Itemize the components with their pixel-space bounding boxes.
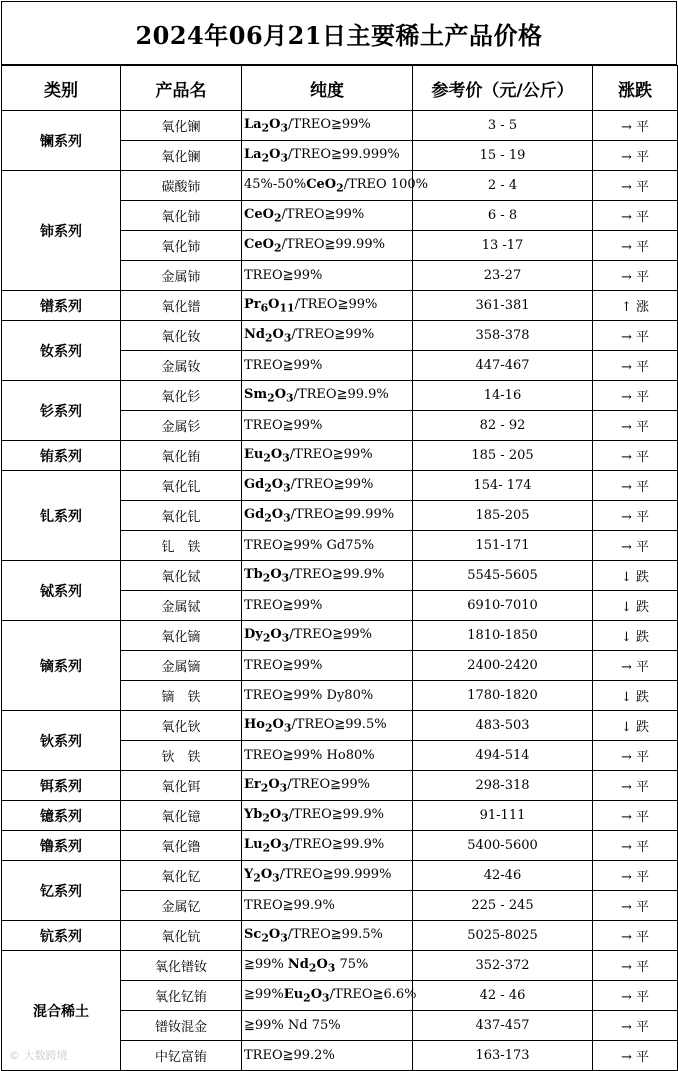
price-cell: 163-173: [413, 1041, 593, 1071]
product-name-cell: 氧化铕: [121, 441, 242, 471]
purity-cell: $La_2O_3/TREO≧99.999\%$: [242, 141, 413, 171]
table-row: [2, 831, 678, 861]
product-name-cell: 钬 铁: [121, 741, 242, 771]
category-cell: 钬系列: [2, 711, 121, 771]
category-cell: 镥系列: [2, 831, 121, 861]
header-category: 类别: [2, 66, 121, 111]
purity-cell: $Ho_2O_3/TREO≧99.5\%$: [242, 711, 413, 741]
purity-cell: 45%-50%CeO$_2$/TREO 100%: [242, 171, 413, 201]
table-row: [2, 291, 678, 321]
table-row: [2, 621, 678, 651]
product-name-cell: 碳酸铈: [121, 171, 242, 201]
price-cell: 225 - 245: [413, 891, 593, 921]
product-name-cell: 镝 铁: [121, 681, 242, 711]
price-cell: 154- 174: [413, 471, 593, 501]
price-cell: 42 - 46: [413, 981, 593, 1011]
purity-cell: ≧99% $Nd_2O_3$ 75%: [242, 951, 413, 981]
purity-cell: TREO≧99.9%: [242, 891, 413, 921]
price-cell: 2 - 4: [413, 171, 593, 201]
price-cell: 437-457: [413, 1011, 593, 1041]
product-name-cell: 中钇富铕: [121, 1041, 242, 1071]
product-name-cell: 金属铈: [121, 261, 242, 291]
price-cell: 1810-1850: [413, 621, 593, 651]
purity-cell: $Sm_2O_3/TREO≧99.9\%$: [242, 381, 413, 411]
category-cell: 铒系列: [2, 771, 121, 801]
price-cell: 6910-7010: [413, 591, 593, 621]
trend-cell: → 平: [593, 771, 678, 801]
page-title: 2024年06月21日主要稀土产品价格: [1, 1, 677, 65]
product-name-cell: 金属铽: [121, 591, 242, 621]
trend-cell: → 平: [593, 831, 678, 861]
purity-cell: $Lu_2O_3/TREO≧99.9\%$: [242, 831, 413, 861]
purity-cell: TREO≧99% Gd75%: [242, 531, 413, 561]
category-cell: 铕系列: [2, 441, 121, 471]
purity-cell: $La_2O_3/TREO≧99\%$: [242, 111, 413, 141]
product-name-cell: 氧化钇铕: [121, 981, 242, 1011]
product-name-cell: 氧化铒: [121, 771, 242, 801]
purity-cell: ≧99% Nd 75%: [242, 1011, 413, 1041]
trend-cell: → 平: [593, 411, 678, 441]
price-cell: 5025-8025: [413, 921, 593, 951]
product-name-cell: 氧化镧: [121, 141, 242, 171]
purity-cell: $Nd_2O_3/TREO≧99\%$: [242, 321, 413, 351]
table-row: [2, 321, 678, 351]
category-cell: 镝系列: [2, 621, 121, 711]
table-row: [2, 801, 678, 831]
category-cell: 镱系列: [2, 801, 121, 831]
trend-cell: ↓ 跌: [593, 561, 678, 591]
category-cell: 镧系列: [2, 111, 121, 171]
price-cell: 151-171: [413, 531, 593, 561]
price-cell: 91-111: [413, 801, 593, 831]
table-row: [2, 951, 678, 981]
category-cell: 铈系列: [2, 171, 121, 291]
purity-cell: CeO$_2$/TREO≧99.99%: [242, 231, 413, 261]
product-name-cell: 氧化镨: [121, 291, 242, 321]
table-row: [2, 171, 678, 201]
trend-cell: → 平: [593, 891, 678, 921]
product-name-cell: 金属钐: [121, 411, 242, 441]
price-cell: 3 - 5: [413, 111, 593, 141]
category-cell: 铽系列: [2, 561, 121, 621]
trend-cell: ↓ 跌: [593, 711, 678, 741]
product-name-cell: 金属钕: [121, 351, 242, 381]
table-row: [2, 861, 678, 891]
purity-cell: TREO≧99%: [242, 411, 413, 441]
table-row: [2, 471, 678, 501]
product-name-cell: 氧化镝: [121, 621, 242, 651]
trend-cell: → 平: [593, 141, 678, 171]
price-cell: 15 - 19: [413, 141, 593, 171]
header-row: [2, 66, 678, 111]
header-price: 参考价（元/公斤）: [413, 66, 593, 111]
price-cell: 483-503: [413, 711, 593, 741]
purity-cell: $Sc_2O_3/TREO≧99.5\%$: [242, 921, 413, 951]
purity-cell: TREO≧99%: [242, 651, 413, 681]
trend-cell: → 平: [593, 111, 678, 141]
product-name-cell: 氧化钐: [121, 381, 242, 411]
purity-cell: $Pr_6O_{11}/TREO≧99\%$: [242, 291, 413, 321]
product-name-cell: 氧化钇: [121, 861, 242, 891]
purity-cell: $Dy_2O_3/TREO≧99\%$: [242, 621, 413, 651]
trend-cell: ↓ 跌: [593, 621, 678, 651]
category-cell: 钐系列: [2, 381, 121, 441]
product-name-cell: 氧化铽: [121, 561, 242, 591]
price-cell: 14-16: [413, 381, 593, 411]
price-cell: 185-205: [413, 501, 593, 531]
price-sheet: [1, 1, 677, 1069]
header-purity: 纯度: [242, 66, 413, 111]
product-name-cell: 钆 铁: [121, 531, 242, 561]
trend-cell: → 平: [593, 471, 678, 501]
price-cell: 494-514: [413, 741, 593, 771]
table-row: [2, 771, 678, 801]
product-name-cell: 氧化钕: [121, 321, 242, 351]
product-name-cell: 金属镝: [121, 651, 242, 681]
price-cell: 1780-1820: [413, 681, 593, 711]
purity-cell: TREO≧99.2%: [242, 1041, 413, 1071]
purity-cell: TREO≧99% Dy80%: [242, 681, 413, 711]
category-cell: 钆系列: [2, 471, 121, 561]
trend-cell: → 平: [593, 321, 678, 351]
trend-cell: → 平: [593, 441, 678, 471]
product-name-cell: 氧化镥: [121, 831, 242, 861]
purity-cell: TREO≧99%: [242, 351, 413, 381]
watermark: © 大数跨境: [9, 1049, 68, 1062]
header-trend: 涨跌: [593, 66, 678, 111]
price-cell: 5400-5600: [413, 831, 593, 861]
purity-cell: $Er_2O_3/TREO≧99\%$: [242, 771, 413, 801]
product-name-cell: 氧化镨钕: [121, 951, 242, 981]
category-cell: 钇系列: [2, 861, 121, 921]
price-cell: 82 - 92: [413, 411, 593, 441]
purity-cell: $Eu_2O_3/TREO≧99\%$: [242, 441, 413, 471]
trend-cell: → 平: [593, 1041, 678, 1071]
category-cell: 钕系列: [2, 321, 121, 381]
product-name-cell: 氧化镧: [121, 111, 242, 141]
purity-cell: TREO≧99%: [242, 591, 413, 621]
trend-cell: → 平: [593, 261, 678, 291]
trend-cell: → 平: [593, 981, 678, 1011]
table-row: [2, 381, 678, 411]
price-cell: 13 -17: [413, 231, 593, 261]
trend-cell: → 平: [593, 501, 678, 531]
product-name-cell: 氧化钪: [121, 921, 242, 951]
trend-cell: → 平: [593, 651, 678, 681]
price-cell: 352-372: [413, 951, 593, 981]
table-body: [2, 111, 678, 1071]
header-product: 产品名: [121, 66, 242, 111]
table-row: [2, 561, 678, 591]
trend-cell: → 平: [593, 381, 678, 411]
purity-cell: $Y_2O_3/TREO≧99.999\%$: [242, 861, 413, 891]
trend-cell: → 平: [593, 741, 678, 771]
category-cell: 钪系列: [2, 921, 121, 951]
trend-cell: → 平: [593, 201, 678, 231]
price-cell: 361-381: [413, 291, 593, 321]
product-name-cell: 氧化铈: [121, 231, 242, 261]
trend-cell: ↓ 跌: [593, 591, 678, 621]
trend-cell: → 平: [593, 351, 678, 381]
product-name-cell: 氧化钆: [121, 471, 242, 501]
trend-cell: → 平: [593, 1011, 678, 1041]
price-cell: 447-467: [413, 351, 593, 381]
purity-cell: $≧99\%Eu_2O_3/TREO≧6.6\%$: [242, 981, 413, 1011]
purity-cell: TREO≧99%: [242, 261, 413, 291]
product-name-cell: 镨钕混金: [121, 1011, 242, 1041]
purity-cell: $Gd_2O_3/TREO≧99.99\%$: [242, 501, 413, 531]
price-table: [1, 65, 678, 1071]
product-name-cell: 氧化镱: [121, 801, 242, 831]
purity-cell: $Gd_2O_3/TREO≧99\%$: [242, 471, 413, 501]
trend-cell: → 平: [593, 171, 678, 201]
product-name-cell: 金属钇: [121, 891, 242, 921]
price-cell: 6 - 8: [413, 201, 593, 231]
table-row: [2, 711, 678, 741]
category-cell: 混合稀土: [2, 951, 121, 1071]
purity-cell: CeO$_2$/TREO≧99%: [242, 201, 413, 231]
table-header: [2, 66, 678, 111]
trend-cell: → 平: [593, 861, 678, 891]
price-cell: 23-27: [413, 261, 593, 291]
price-cell: 5545-5605: [413, 561, 593, 591]
product-name-cell: 氧化铈: [121, 201, 242, 231]
trend-cell: ↓ 跌: [593, 681, 678, 711]
category-cell: 镨系列: [2, 291, 121, 321]
price-cell: 298-318: [413, 771, 593, 801]
price-cell: 185 - 205: [413, 441, 593, 471]
trend-cell: → 平: [593, 801, 678, 831]
product-name-cell: 氧化钆: [121, 501, 242, 531]
price-cell: 42-46: [413, 861, 593, 891]
trend-cell: ↑ 涨: [593, 291, 678, 321]
trend-cell: → 平: [593, 231, 678, 261]
purity-cell: $Yb_2O_3/TREO≧99.9\%$: [242, 801, 413, 831]
purity-cell: $Tb_2O_3/TREO≧99.9\%$: [242, 561, 413, 591]
price-cell: 358-378: [413, 321, 593, 351]
table-row: [2, 441, 678, 471]
table-row: [2, 111, 678, 141]
product-name-cell: 氧化钬: [121, 711, 242, 741]
trend-cell: → 平: [593, 531, 678, 561]
trend-cell: → 平: [593, 951, 678, 981]
price-cell: 2400-2420: [413, 651, 593, 681]
table-row: [2, 921, 678, 951]
trend-cell: → 平: [593, 921, 678, 951]
purity-cell: TREO≧99% Ho80%: [242, 741, 413, 771]
